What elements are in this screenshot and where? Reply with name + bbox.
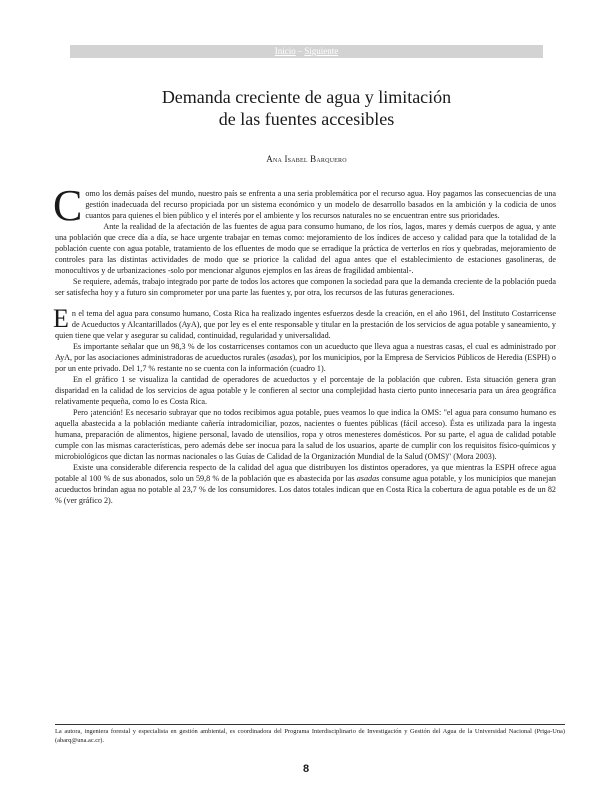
home-link[interactable]: Inicio	[274, 46, 296, 56]
paragraph: Existe una considerable diferencia respecto de la calidad del agua que distribuyen los distintos operadores, ya que mientras la ESPH ofrece agua potable al 100 % de sus abonados, solo un 59,8 % de la población que es abastecida por las asadas consume agua potable, y los municipios que manejan acueductos brindan agua no potable al 23,7 % de los consumidores. Los datos totales indican que en Costa Rica la cobertura de agua potable es de un 82 % (ver gráfico 2).	[55, 463, 556, 505]
drop-cap: C	[53, 181, 83, 230]
article-body	[53, 181, 557, 506]
author-footnote: La autora, ingeniera forestal y especialista en gestión ambiental, es coordinadora del Programa Interdisciplinario de Investigación y Gestión del Agua de la Universidad Nacional (Priga-Una) (abarq@una.ac.cr).	[55, 728, 565, 744]
title-line-2: de las fuentes accesibles	[218, 109, 395, 129]
paragraph: Como los demás países del mundo, nuestro país se enfrenta a una seria problemática por el recurso agua. Hoy pagamos las consecuencias de una gestión inadecuada del recurso propiciada por un sistema económico y un modelo de desarrollo basados en la ambición y la codicia de unos cuantos para quienes el bien público y el interés por el ambiente y los recursos naturales no se encuentran entre sus prioridades.	[53, 181, 556, 230]
drop-cap: E	[53, 304, 69, 333]
paragraph: Es importante señalar que un 98,3 % de los costarricenses contamos con un acueducto que lleva agua a nuestras casas, el cual es administrado por AyA, por las asociaciones administradoras de acueductos rurales (asadas), por los municipios, por la Empresa de Servicios Públicos de Heredia (ESPH) o por un ente privado. Del 1,7 % restante no se cuenta con la información (cuadro 1).	[55, 342, 556, 373]
top-navigation-bar	[70, 45, 543, 58]
title-line-1: Demanda creciente de agua y limitación	[161, 87, 452, 107]
paragraph: Se requiere, además, trabajo integrado por parte de todos los actores que componen la sociedad para que la demanda creciente de la población pueda ser satisfecha hoy y a futuro sin comprometer por una parte las fuentes y, por otra, los recursos de las futuras generaciones.	[55, 277, 557, 297]
paragraph: En el gráfico 1 se visualiza la cantidad de operadores de acueductos y el porcentaje de la población que cubren. Esta situación genera gran disparidad en la calidad de los servicios de agua potable y le confieren al sector una complejidad hasta cierto punto innecesaria para un área geográfica relativamente pequeña, como lo es Costa Rica.	[55, 375, 556, 406]
paragraph: Ante la realidad de la afectación de las fuentes de agua para consumo humano, de los ríos, lagos, mares y demás cuerpos de agua, y ante una población que crece día a día, se hace urgente trabajar en temas como: mejoramiento de los índices de acceso y calidad para que la totalidad de la población cuente con agua potable, tratamiento de los efluentes de modo que se erradique la práctica de verterlos en ríos y quebradas, mejoramiento de controles para las distintas actividades de modo que se priorice la calidad del agua antes que el establecimiento de estaciones gasolineras, de monocultivos y de urbanizaciones -solo por mencionar algunos ejemplos en las áreas de fragilidad ambiental-.	[55, 222, 556, 275]
next-link[interactable]: Siguiente	[304, 46, 339, 56]
nav-separator: –	[297, 46, 303, 56]
page-number: 8	[302, 763, 310, 775]
paragraph: En el tema del agua para consumo humano, Costa Rica ha realizado ingentes esfuerzos desde la creación, en el año 1961, del Instituto Costarricense de Acueductos y Alcantarillados (AyA), que por ley es el ente responsable y titular en la prestación de los servicios de agua potable y saneamiento, y quien tiene que velar y asegurar su calidad, continuidad, regularidad y universalidad.	[53, 304, 556, 340]
paragraph: Pero ¡atención! Es necesario subrayar que no todos recibimos agua potable, pues veamos lo que indica la OMS: "el agua para consumo humano es aquella abastecida a la población mediante cañería intradomiciliar, pozos, nacientes o fuentes públicas (fácil acceso). Ésta es utilizada para la ingesta humana, preparación de alimentos, higiene personal, lavado de utensilios, ropa y otros menesteres domésticos. Por su parte, el agua de calidad potable cumple con las mismas características, pero además debe ser inocua para la salud de los usuarios, aparte de cumplir con los requisitos físico-químicos y microbiológicos que dictan las normas nacionales o las Guías de Calidad de la Organización Mundial de la Salud (OMS)" (Mora 2003).	[55, 408, 556, 461]
article-author: Ana Isabel Barquero	[266, 154, 347, 164]
footnote-divider	[55, 724, 565, 725]
article-title	[70, 86, 543, 130]
